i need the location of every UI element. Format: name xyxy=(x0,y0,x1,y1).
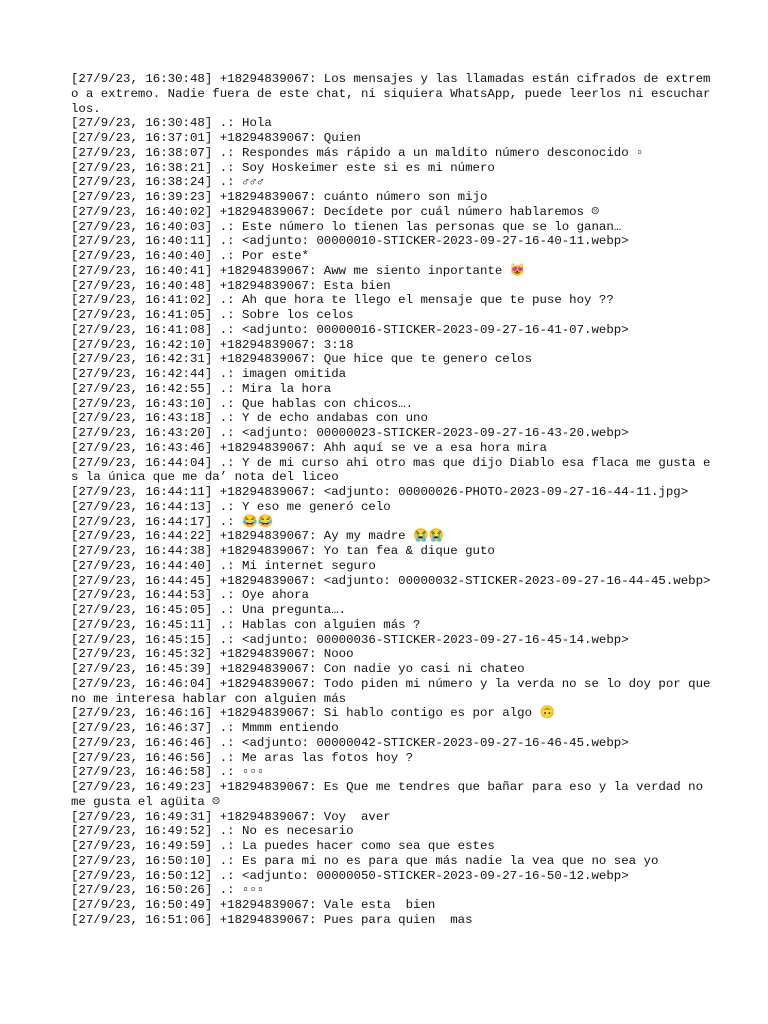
chat-message-line: [27/9/23, 16:51:06] +18294839067: Pues para quien mas xyxy=(71,912,473,927)
chat-message-line: [27/9/23, 16:40:40] .: Por este* xyxy=(71,249,309,263)
chat-message-line: [27/9/23, 16:45:39] +18294839067: Con nadie yo casi ni chateo xyxy=(71,662,525,676)
chat-message-line: [27/9/23, 16:50:10] .: Es para mi no es para que más nadie la vea que no sea yo xyxy=(71,853,659,868)
chat-message-line: [27/9/23, 16:38:24] .: ♂♂♂ xyxy=(71,175,265,190)
chat-message-line: [27/9/23, 16:43:10] .: Que hablas con chicos…. xyxy=(71,396,414,411)
chat-message-line: [27/9/23, 16:45:05] .: Una pregunta…. xyxy=(71,603,347,617)
chat-message-line: [27/9/23, 16:49:52] .: No es necesario xyxy=(71,824,354,839)
chat-message-line: [27/9/23, 16:44:38] +18294839067: Yo tan fea & dique guto xyxy=(71,544,495,558)
chat-message-line: [27/9/23, 16:49:59] .: La puedes hacer como sea que estes xyxy=(71,839,495,853)
chat-message-line: [27/9/23, 16:37:01] +18294839067: Quien xyxy=(71,131,361,145)
chat-message-line: [27/9/23, 16:43:20] .: <adjunto: 00000023-STICKER-2023-09-27-16-43-20.webp> xyxy=(71,426,629,440)
chat-message-line: [27/9/23, 16:38:21] .: Soy Hoskeimer este si es mi número xyxy=(71,160,495,175)
chat-message-line: [27/9/23, 16:45:15] .: <adjunto: 00000036-STICKER-2023-09-27-16-45-14.webp> xyxy=(71,632,629,647)
chat-message-line: [27/9/23, 16:40:03] .: Este número lo tienen las personas que se lo ganan… xyxy=(71,219,622,234)
chat-message-line: [27/9/23, 16:44:17] .: 😂😂 xyxy=(71,514,273,529)
chat-message-line: [27/9/23, 16:30:48] +18294839067: Los mensajes y las llamadas están cifrados de extremo a extremo. Nadie fuera de este chat, ni siquiera WhatsApp, puede leerlos ni escucharlos. xyxy=(71,72,711,116)
chat-message-line: [27/9/23, 16:43:18] .: Y de echo andabas con uno xyxy=(71,411,428,426)
chat-message-line: [27/9/23, 16:44:13] .: Y eso me generó celo xyxy=(71,499,391,514)
chat-message-line: [27/9/23, 16:40:48] +18294839067: Esta bien xyxy=(71,278,391,293)
chat-message-line: [27/9/23, 16:46:58] .: ▫▫▫ xyxy=(71,765,265,780)
chat-message-line: [27/9/23, 16:44:11] +18294839067: <adjunto: 00000026-PHOTO-2023-09-27-16-44-11.jpg> xyxy=(71,485,689,499)
chat-message-line: [27/9/23, 16:40:02] +18294839067: Decídete por cuál número hablaremos ☹ xyxy=(71,204,599,219)
chat-message-line: [27/9/23, 16:50:49] +18294839067: Vale esta bien xyxy=(71,898,436,912)
chat-message-line: [27/9/23, 16:42:31] +18294839067: Que hice que te genero celos xyxy=(71,352,533,367)
chat-message-line: [27/9/23, 16:44:22] +18294839067: Ay my madre 😭😭 xyxy=(71,529,444,544)
chat-transcript xyxy=(71,72,718,928)
chat-message-line: [27/9/23, 16:46:04] +18294839067: Todo piden mi número y la verda no se lo doy por que no me interesa hablar con alguien más xyxy=(71,676,718,706)
chat-message-line: [27/9/23, 16:44:04] .: Y de mi curso ahi otro mas que dijo Diablo esa flaca me gusta es la única que me da’ nota del liceo xyxy=(71,455,711,485)
chat-message-line: [27/9/23, 16:46:56] .: Me aras las fotos hoy ? xyxy=(71,750,414,765)
chat-message-line: [27/9/23, 16:30:48] .: Hola xyxy=(71,116,272,131)
chat-message-line: [27/9/23, 16:49:23] +18294839067: Es Que me tendres que bañar para eso y la verdad no me gusta el agüita ☹ xyxy=(71,780,711,809)
chat-message-line: [27/9/23, 16:40:11] .: <adjunto: 00000010-STICKER-2023-09-27-16-40-11.webp> xyxy=(71,234,629,249)
chat-message-line: [27/9/23, 16:44:40] .: Mi internet seguro xyxy=(71,558,376,573)
chat-message-line: [27/9/23, 16:42:44] .: imagen omitida xyxy=(71,367,347,381)
chat-message-line: [27/9/23, 16:41:05] .: Sobre los celos xyxy=(71,308,354,322)
chat-message-line: [27/9/23, 16:46:16] +18294839067: Si hablo contigo es por algo 🙃 xyxy=(71,706,555,721)
chat-message-line: [27/9/23, 16:46:37] .: Mmmm entiendo xyxy=(71,721,339,735)
chat-message-line: [27/9/23, 16:50:26] .: ▫▫▫ xyxy=(71,883,265,898)
chat-message-line: [27/9/23, 16:45:32] +18294839067: Nooo xyxy=(71,647,354,662)
chat-message-line: [27/9/23, 16:46:46] .: <adjunto: 00000042-STICKER-2023-09-27-16-46-45.webp> xyxy=(71,735,629,750)
chat-message-line: [27/9/23, 16:41:02] .: Ah que hora te llego el mensaje que te puse hoy ?? xyxy=(71,293,614,308)
chat-message-line: [27/9/23, 16:43:46] +18294839067: Ahh aquí se ve a esa hora mira xyxy=(71,440,547,455)
chat-message-line: [27/9/23, 16:40:41] +18294839067: Aww me siento inportante 😻 xyxy=(71,263,526,278)
chat-message-line: [27/9/23, 16:44:45] +18294839067: <adjunto: 00000032-STICKER-2023-09-27-16-44-45.webp> xyxy=(71,573,711,588)
chat-message-line: [27/9/23, 16:44:53] .: Oye ahora xyxy=(71,588,309,603)
chat-message-line: [27/9/23, 16:49:31] +18294839067: Voy aver xyxy=(71,809,391,824)
chat-message-line: [27/9/23, 16:50:12] .: <adjunto: 00000050-STICKER-2023-09-27-16-50-12.webp> xyxy=(71,868,629,883)
chat-message-line: [27/9/23, 16:45:11] .: Hablas con alguien más ? xyxy=(71,617,421,632)
chat-message-line: [27/9/23, 16:39:23] +18294839067: cuánto número son mijo xyxy=(71,190,488,204)
chat-message-line: [27/9/23, 16:42:55] .: Mira la hora xyxy=(71,381,332,396)
chat-message-line: [27/9/23, 16:41:08] .: <adjunto: 00000016-STICKER-2023-09-27-16-41-07.webp> xyxy=(71,322,629,337)
chat-message-line: [27/9/23, 16:42:10] +18294839067: 3:18 xyxy=(71,337,354,352)
chat-message-line: [27/9/23, 16:38:07] .: Respondes más rápido a un maldito número desconocido ▫ xyxy=(71,145,644,160)
